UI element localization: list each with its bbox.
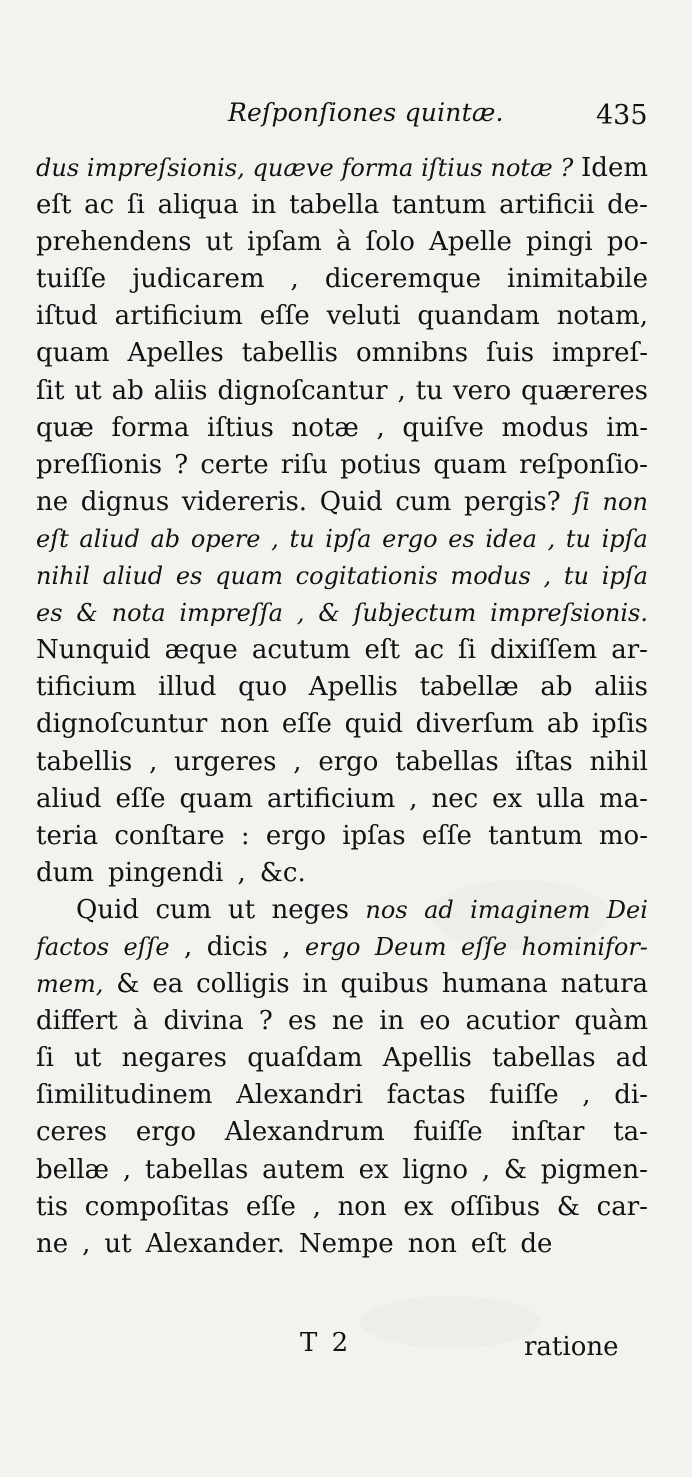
word: colligis (196, 969, 290, 1000)
italic-word: tu (289, 524, 315, 553)
word: ſolo (365, 227, 415, 258)
italic-word: ipſa (601, 562, 648, 591)
italic-word: mem, (36, 970, 104, 999)
word: acutior (465, 1006, 560, 1037)
italic-word: Deum (374, 932, 447, 961)
word: ſimilitudinem (36, 1080, 213, 1111)
italic-word: & (318, 599, 340, 628)
word: quæreres (521, 375, 648, 406)
italic-word: eſſe (123, 932, 170, 961)
word: ab (540, 672, 573, 703)
word: , (397, 375, 406, 406)
word: , (290, 264, 299, 295)
word: ut (74, 1043, 102, 1074)
word: inſtar (511, 1117, 585, 1148)
italic-word: ab (150, 524, 181, 553)
word: Alexandri (236, 1080, 363, 1111)
word: ergo (318, 746, 379, 777)
italic-word: non (602, 487, 648, 516)
word: , (122, 1154, 132, 1185)
word: aliis (594, 672, 648, 703)
word: reſponſio- (519, 449, 648, 480)
word: tabellas (144, 1154, 249, 1185)
word: eſt (36, 190, 72, 221)
word: nihil (589, 746, 648, 777)
word: humana (441, 969, 548, 1000)
word: riſu (280, 449, 328, 480)
word: differt (36, 1006, 118, 1037)
page-number: 435 (596, 100, 648, 131)
word: es (288, 1006, 317, 1037)
text-line (36, 373, 648, 410)
text-line (36, 484, 648, 521)
word: à (132, 1006, 149, 1037)
word: ex (492, 783, 523, 814)
word: tabellas (492, 1043, 596, 1074)
word: im- (606, 412, 648, 443)
catchword: ratione (524, 1332, 619, 1362)
word: certe (200, 449, 269, 480)
word: aliud (36, 783, 102, 814)
word: judicarem (132, 264, 265, 295)
word: & (503, 1154, 528, 1185)
italic-word: es (448, 524, 475, 553)
italic-word: & (76, 599, 98, 628)
word: eſſe (259, 301, 310, 332)
word: tificium (36, 672, 137, 703)
italic-word: modus (450, 562, 531, 591)
italic-word: cogitationis (295, 562, 438, 591)
word: quæ (36, 412, 94, 443)
word: &c. (259, 857, 306, 888)
word: ipſis (591, 709, 648, 740)
text-line (36, 410, 648, 447)
word: quiſve (402, 412, 484, 443)
word: diverſum (415, 709, 535, 740)
word: quàm (574, 1006, 648, 1037)
italic-word: dus (36, 154, 80, 182)
word: ab (546, 709, 580, 740)
word: , (481, 1154, 491, 1185)
word: veluti (326, 301, 401, 332)
text-line (36, 1226, 648, 1263)
word: pingendi (108, 857, 224, 888)
word: iſtius (207, 412, 274, 443)
word: de (520, 1228, 553, 1259)
word: conſtare (114, 820, 225, 851)
word: tantum (488, 820, 583, 851)
word: in (302, 969, 328, 1000)
word: ac (84, 190, 115, 221)
word: negares (121, 1043, 228, 1074)
word: Apellis (308, 672, 398, 703)
text-line (36, 1114, 648, 1151)
word: autem (262, 1154, 345, 1185)
word: artificii (499, 190, 595, 221)
italic-word: quæve (252, 154, 334, 182)
word: fuiſſe (413, 1117, 483, 1148)
running-title: Reſponſiones quintæ. (228, 98, 504, 127)
word: oſſibus (450, 1191, 541, 1222)
text-line (36, 187, 648, 224)
italic-word: , (296, 599, 305, 628)
word: tis (36, 1191, 69, 1222)
word: tuiſſe (36, 264, 107, 295)
word: ne (36, 486, 69, 517)
word: ta- (613, 1117, 648, 1148)
word: , (184, 931, 193, 962)
word: ſi (36, 1043, 54, 1074)
word: dum (36, 857, 95, 888)
word: eſſe (421, 820, 472, 851)
italic-word: ſubjectum (353, 599, 477, 628)
text-line (36, 744, 648, 781)
word: quandam (417, 301, 540, 332)
word: Alexandrum (224, 1117, 385, 1148)
word: quo (238, 672, 288, 703)
italic-word: nihil (36, 562, 90, 591)
text-line (36, 632, 648, 669)
italic-word: ipſa (601, 524, 648, 553)
word: non (220, 709, 270, 740)
word: teria (36, 820, 99, 851)
word: modus (501, 412, 589, 443)
word: prehendens (36, 227, 192, 258)
word: ab (111, 375, 144, 406)
word: , (82, 1228, 91, 1259)
word: dicis (206, 931, 268, 962)
word: ut (104, 1228, 132, 1259)
word: in (251, 190, 277, 221)
word: nec (431, 783, 479, 814)
word: factas (386, 1080, 466, 1111)
word: pingi (526, 227, 593, 258)
word: dignoſcuntur (36, 709, 208, 740)
word: non (337, 1191, 387, 1222)
word: artificium (266, 783, 396, 814)
word: ut (227, 894, 256, 925)
word: cum (395, 486, 452, 517)
word: ut (74, 375, 102, 406)
word: vero (452, 375, 512, 406)
word: ipſam (247, 227, 322, 258)
text-line (36, 595, 648, 632)
word: eſſe (115, 783, 166, 814)
word: quibus (340, 969, 429, 1000)
italic-word: impreſsionis. (490, 599, 648, 628)
word: mo- (598, 820, 648, 851)
word: videreris. (181, 486, 308, 517)
word: quam (179, 783, 254, 814)
word: notæ (291, 412, 359, 443)
italic-word: notæ (490, 154, 553, 182)
word: tantum (391, 190, 487, 221)
word: , (582, 1080, 591, 1111)
text-line (36, 781, 648, 818)
word: à (335, 227, 352, 258)
word: ſi (458, 635, 476, 666)
word: tabellis (241, 338, 338, 369)
word: ligno (402, 1154, 469, 1185)
word: aliis (153, 375, 208, 406)
word: æque (164, 635, 238, 666)
word: dignus (80, 486, 170, 517)
word: eſſe (281, 709, 332, 740)
word: dignoſcantur (217, 375, 388, 406)
text-line (36, 150, 648, 187)
word: tabellis (36, 746, 133, 777)
running-head (0, 98, 692, 138)
text-line (36, 1189, 648, 1226)
italic-word: ergo (382, 524, 438, 553)
text-line (36, 558, 648, 595)
word: aliqua (157, 190, 239, 221)
word: ea (152, 969, 184, 1000)
word: Apelle (429, 227, 512, 258)
word: Apellis (382, 1043, 472, 1074)
word: iſtas (515, 746, 573, 777)
word: ? (174, 449, 189, 480)
text-line (36, 1040, 648, 1077)
word: quam (36, 338, 110, 369)
word: inimitabile (507, 264, 648, 295)
word: ad (615, 1043, 648, 1074)
word: neges (271, 894, 349, 925)
italic-word: tu (563, 562, 589, 591)
italic-word: eſſe (460, 932, 508, 961)
text-line (36, 298, 648, 335)
word: notam, (556, 301, 648, 332)
text-line (36, 224, 648, 261)
text-line (36, 892, 648, 929)
italic-word: Dei (606, 895, 648, 924)
word: pergis? (463, 486, 561, 517)
word: ne (36, 1228, 69, 1259)
word: acutum (251, 635, 351, 666)
word: illud (158, 672, 217, 703)
word: ? (258, 1006, 273, 1037)
word: ergo (265, 820, 326, 851)
word: Alexander. (145, 1228, 285, 1259)
italic-word: ergo (304, 932, 361, 961)
text-line (36, 521, 648, 558)
text-line (36, 1077, 648, 1114)
italic-word: impreſſa (179, 599, 283, 628)
word: ar- (611, 635, 648, 666)
word: potius (340, 449, 422, 480)
word: Quid (319, 486, 383, 517)
word: , (282, 931, 291, 962)
word: forma (111, 412, 190, 443)
word: car- (596, 1191, 648, 1222)
italic-word: aliud (102, 562, 164, 591)
italic-word: tu (565, 524, 591, 553)
word: , (409, 783, 418, 814)
italic-word: ſi (573, 487, 590, 516)
italic-word: idea (485, 524, 537, 553)
word: ac (413, 635, 444, 666)
word: eo (419, 1006, 451, 1037)
italic-word: , (271, 524, 279, 553)
word: cum (155, 894, 212, 925)
word: Quid (76, 894, 140, 925)
word: ma- (598, 783, 648, 814)
italic-word: quam (215, 562, 283, 591)
word: ut (205, 227, 233, 258)
text-line (36, 929, 648, 966)
word: , (293, 746, 302, 777)
word: eſſe (245, 1191, 296, 1222)
text-line (36, 447, 648, 484)
text-line (36, 335, 648, 372)
word: omnibns (356, 338, 469, 369)
word: , (237, 857, 246, 888)
word: natura (560, 969, 648, 1000)
word: eſt (470, 1228, 507, 1259)
word: ex (358, 1154, 389, 1185)
word: ceres (36, 1117, 108, 1148)
word: in (379, 1006, 405, 1037)
word: quam (433, 449, 507, 480)
text-line (36, 1003, 648, 1040)
word: , (149, 746, 158, 777)
word: fuiſſe (489, 1080, 559, 1111)
word: ipſas (342, 820, 406, 851)
word: compoſitas (84, 1191, 230, 1222)
body-text (36, 150, 648, 1263)
text-line (36, 706, 648, 743)
text-line (36, 1152, 648, 1189)
word: Idem (581, 153, 648, 183)
text-line (36, 966, 648, 1003)
word: diceremque (324, 264, 481, 295)
italic-word: ? (560, 154, 574, 182)
word: preſſionis (36, 449, 163, 480)
text-line (36, 818, 648, 855)
italic-word: impreſsionis, (86, 154, 245, 182)
italic-word: nota (111, 599, 166, 628)
italic-word: es (36, 599, 63, 628)
italic-word: ipſa (325, 524, 372, 553)
word: Apelles (127, 338, 224, 369)
word: bellæ (36, 1154, 110, 1185)
italic-word: hominifor- (521, 932, 648, 961)
word: Nunquid (36, 635, 151, 666)
word: iſtud (36, 301, 98, 332)
word: tabella (289, 190, 380, 221)
word: tabellas (395, 746, 499, 777)
italic-word: imaginem (470, 895, 591, 924)
word: de- (607, 190, 648, 221)
italic-word: forma (341, 154, 414, 182)
word: ergo (135, 1117, 196, 1148)
word: : (240, 820, 250, 851)
text-line (36, 669, 648, 706)
text-line (36, 855, 648, 892)
page-footer (0, 1328, 692, 1368)
word: artificium (114, 301, 243, 332)
word: impreſ- (552, 338, 648, 369)
word: ſi (126, 190, 145, 221)
italic-word: es (175, 562, 203, 591)
word: di- (614, 1080, 648, 1111)
italic-word: , (547, 524, 556, 553)
word: ex (403, 1191, 434, 1222)
word: , (376, 412, 385, 443)
word: quaſdam (247, 1043, 363, 1074)
signature-mark: T 2 (300, 1328, 352, 1358)
word: quid (344, 709, 403, 740)
word: eſt (364, 635, 400, 666)
word: ſit (36, 375, 65, 406)
italic-word: ad (424, 895, 454, 924)
word: ne (331, 1006, 365, 1037)
italic-word: iſtius (421, 154, 483, 182)
word: Nempe (298, 1228, 394, 1259)
word: non (407, 1228, 457, 1259)
italic-word: eſt (36, 524, 69, 553)
italic-word: factos (36, 932, 110, 961)
text-line (36, 261, 648, 298)
word: & (556, 1191, 580, 1222)
italic-word: nos (365, 895, 408, 924)
word: tu (415, 375, 443, 406)
word: tabellæ (419, 672, 519, 703)
word: ſuis (486, 338, 535, 369)
word: divina (163, 1006, 244, 1037)
word: , (312, 1191, 321, 1222)
word: urgeres (174, 746, 277, 777)
italic-word: aliud (79, 524, 140, 553)
italic-word: , (543, 562, 552, 591)
word: & (116, 969, 140, 1000)
word: po- (606, 227, 648, 258)
italic-word: opere (190, 524, 261, 553)
word: pigmen- (540, 1154, 648, 1185)
word: ulla (536, 783, 586, 814)
word: dixiſſem (489, 635, 598, 666)
